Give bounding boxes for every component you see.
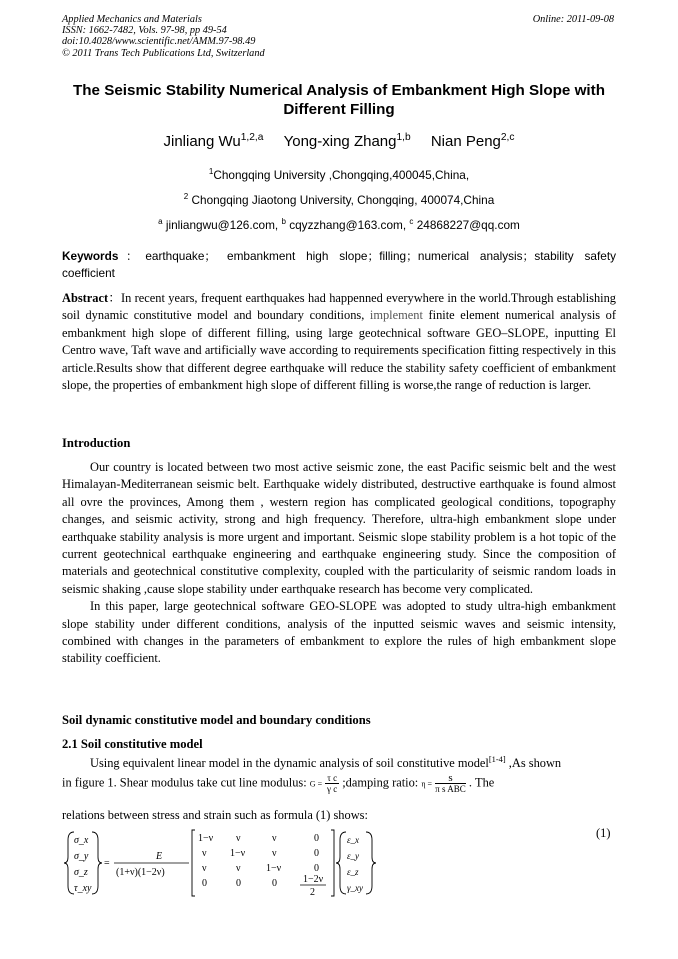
highlighted-word: implement [369, 308, 423, 323]
coefficient-denominator: (1+ν)(1−2ν) [116, 867, 165, 878]
matrix-cell: 0 [272, 878, 277, 889]
abstract-label: Abstract [62, 291, 109, 305]
introduction-body [62, 459, 616, 668]
equation-number: (1) [596, 826, 611, 840]
doi-line: doi:10.4028/www.scientific.net/AMM.97-98.49 [62, 36, 256, 48]
equals-sign: = [104, 858, 110, 869]
stress-component: σ_x [74, 835, 89, 846]
section-heading-introduction: Introduction [62, 436, 131, 450]
author: Jinliang Wu$^{1,2,a}$ [163, 132, 264, 150]
affiliation-2: $^2$ Chongqing Jiaotong University, Chongqing, 400074,China [183, 192, 495, 207]
matrix-cell-denominator: 2 [310, 887, 315, 898]
subsection-heading-2-1: 2.1 Soil constitutive model [62, 737, 203, 751]
citation: [1-4] [488, 753, 506, 764]
matrix-cell: 0 [314, 848, 319, 859]
matrix-cell: ν [202, 863, 207, 874]
keywords [62, 248, 616, 282]
matrix-cell: ν [202, 848, 207, 859]
matrix-cell: 0 [236, 878, 241, 889]
paragraph: Our country is located between two most active seismic zone, the east Pacific seismic belt and the west Himalayan-Mediterranean seismic belt. Earthquake widely distributed, destructive earthquake is found almost all ovre the provinces, Among them , western region has complicated geological conditions, topography changes, and seismic activity, strong and high frequency. Therefore, ultra-high embankment slope under earthquake stability analysis is more urgent and important. Seismic slope stability problem is a hot topic of the current geotechnical earthquake engineering and earthquake engineering study. Since the composition of materials and geotechnical constitutive complexity, coupled with the particularity of seismic random loads in seismic shaking ,cause slope stability under earthquake research has become very complicated. [62, 460, 616, 596]
keywords-label: Keywords [62, 249, 119, 263]
matrix-cell: 1−ν [230, 848, 246, 859]
author-list [0, 133, 678, 150]
abstract: Abstract：In recent years, frequent earthquakes had happenned everywhere in the world.Through establishing soil dynamic constitutive model and boundary conditions, implement finite element numerical analysis of embankment high slope of different filling, using large geotechnical software GEO–SLOPE, inputting El Centro wave, Taft wave and artificially wave according to requirements specification fitting respectively in this article.Results show that different degree earthquake will reduce the stability safety coefficient of embankment slope, the properties of embankment high slope of different filling is worse,the range of reduction is larger. [62, 291, 616, 393]
journal-header [62, 14, 614, 59]
stress-component: τ_xy [74, 883, 92, 894]
matrix-cell: 0 [314, 833, 319, 844]
matrix-cell: 1−ν [198, 833, 214, 844]
author: Yong-xing Zhang$^{1,b}$ [283, 132, 411, 150]
matrix-cell: ν [272, 833, 277, 844]
stress-component: σ_z [74, 867, 88, 878]
copyright-line: © 2011 Trans Tech Publications Ltd, Switzerland [62, 47, 265, 59]
modulus-line: in figure 1. Shear modulus take cut line modulus: G = $\frac{\text{τ c}}{\text{γ c}}$ ;damping ratio: η = $\frac{s}{\text{π s ABC}}$ . The [62, 772, 495, 794]
stress-component: σ_y [74, 851, 89, 862]
keywords-text: ：earthquake； embankment high slope；filling；numerical analysis；stability safety coefficient [62, 249, 616, 280]
online-date: Online: 2011-09-08 [532, 14, 614, 25]
matrix-cell: ν [272, 848, 277, 859]
paper-title: The Seismic Stability Numerical Analysis of Embankment High Slope with Different Filling [73, 82, 605, 118]
coefficient-numerator: E [156, 851, 163, 862]
section-heading-2: Soil dynamic constitutive model and boundary conditions [62, 713, 371, 727]
matrix-cell: 0 [314, 863, 319, 874]
shear-modulus-fraction: $\frac{\text{τ c}}{\text{γ c}}$ [327, 773, 338, 794]
author: Nian Peng$^{2,c}$ [430, 132, 515, 150]
relations-line: relations between stress and strain such as formula (1) shows: [62, 808, 368, 822]
matrix-cell: 1−ν [266, 863, 282, 874]
strain-component: ε_y [347, 851, 360, 861]
journal-name: Applied Mechanics and Materials [62, 14, 202, 25]
author-emails: $^a$ jinliangwu@126.com, $^b$ cqyzzhang@163.com, $^c$ 24868227@qq.com [158, 217, 520, 232]
affiliation-1: $^1$Chongqing University ,Chongqing,400045,China, [208, 167, 470, 182]
strain-component: γ_xy [347, 883, 364, 893]
matrix-cell: 0 [202, 878, 207, 889]
strain-component: ε_x [347, 835, 360, 845]
section-2-1-intro: Using equivalent linear model in the dynamic analysis of soil constitutive model[1-4] ,As shown [90, 753, 562, 770]
stress-strain-matrix-equation [64, 828, 384, 898]
matrix-cell: ν [236, 833, 241, 844]
strain-component: ε_z [347, 867, 359, 877]
matrix-cell-numerator: 1−2ν [303, 874, 324, 885]
matrix-cell: ν [236, 863, 241, 874]
paragraph: In this paper, large geotechnical software GEO-SLOPE was adopted to study ultra-high embankment slope stability under different conditions, analysis of the inputted seismic waves and seismic intensity, combined with changes in the parameters of embankment to explore the rules of high embankment slope stability coefficient. [62, 599, 616, 666]
damping-ratio-fraction: $\frac{s}{\text{π s ABC}}$ [435, 772, 466, 794]
issn-line: ISSN: 1662-7482, Vols. 97-98, pp 49-54 [62, 25, 227, 37]
